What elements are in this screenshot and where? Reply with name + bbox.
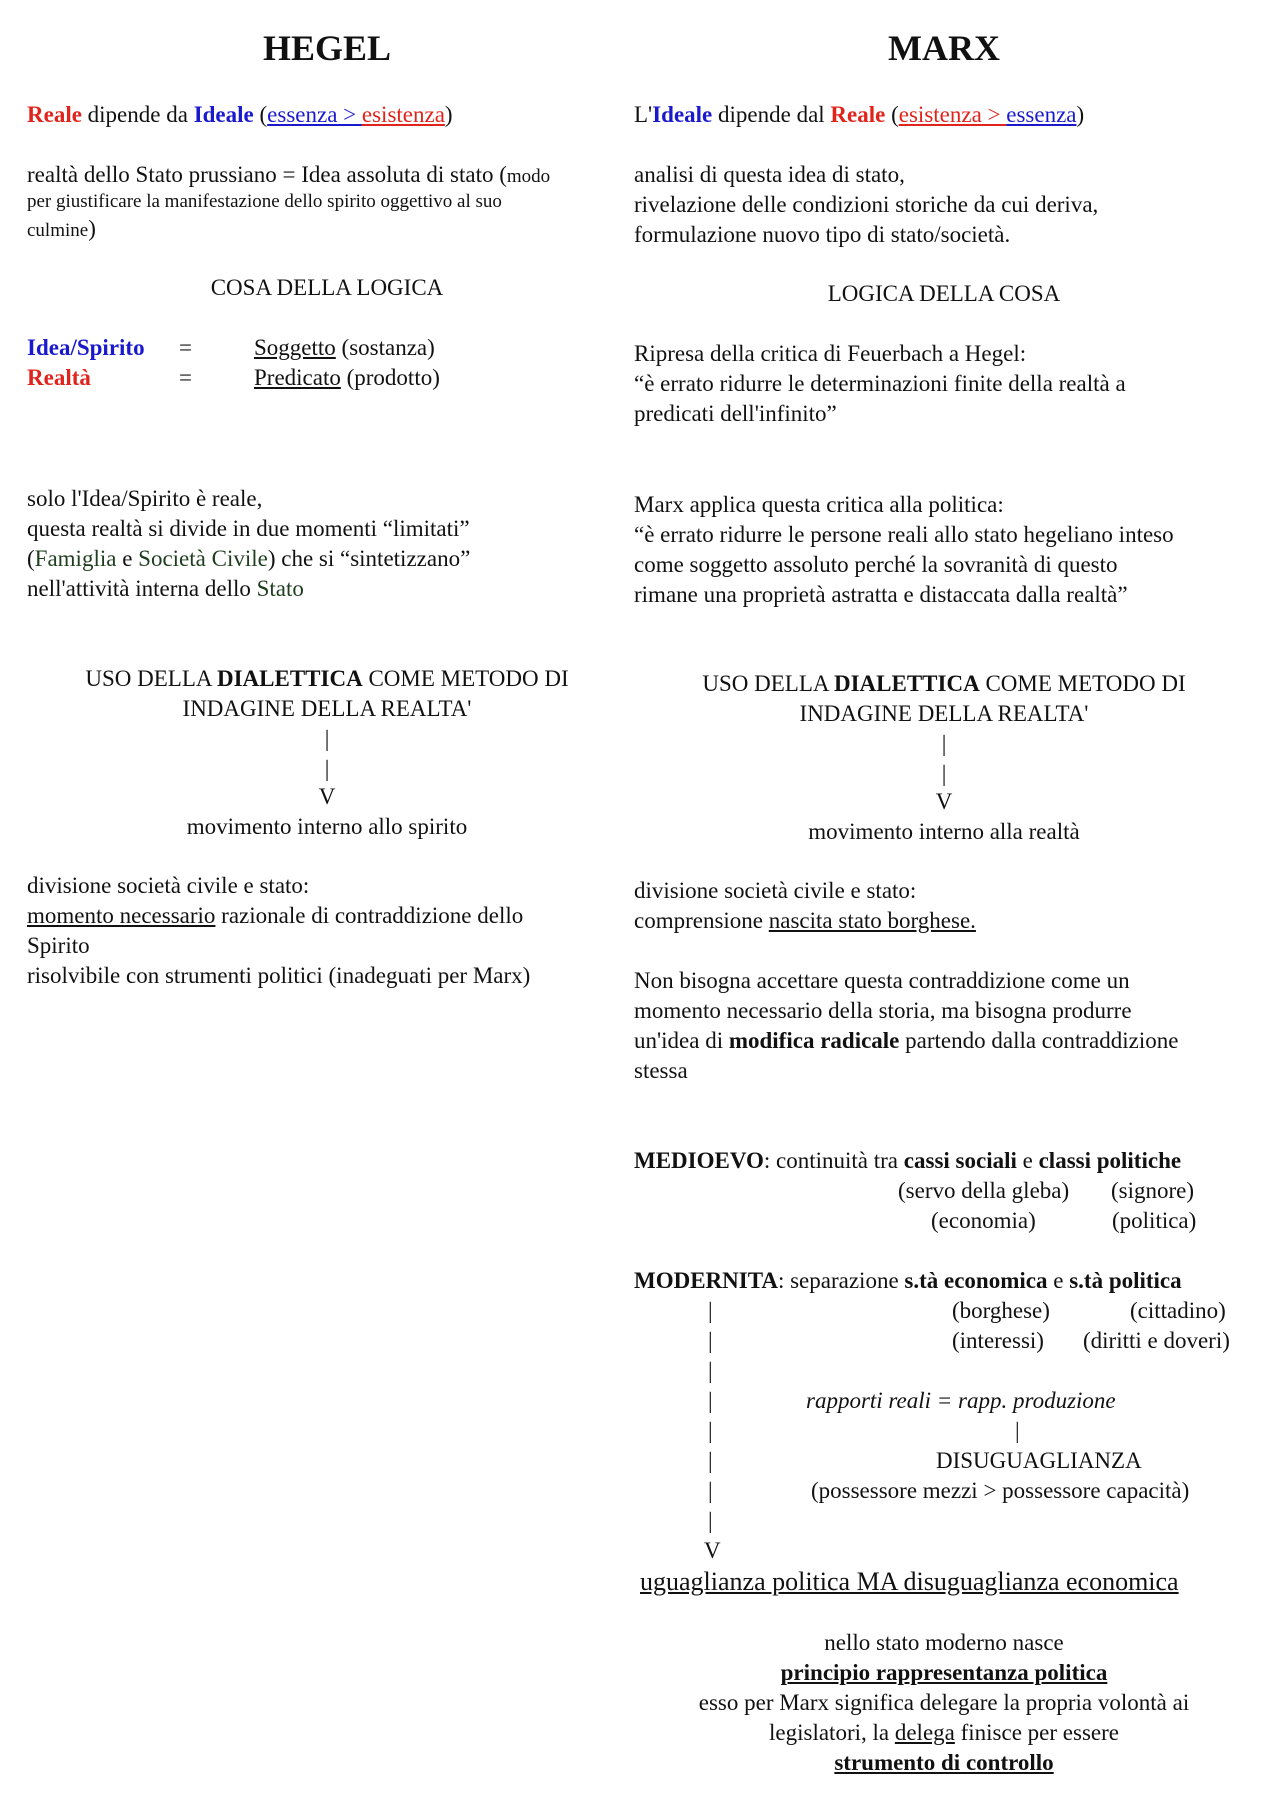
- marx-analisi-l1: analisi di questa idea di stato,: [634, 162, 905, 187]
- hegel-line-reale-ideale: Reale dipende da Ideale (essenza > esistenza): [27, 102, 453, 127]
- hegel-div-l4: risolvibile con strumenti politici (inadeguati per Marx): [27, 963, 531, 988]
- marx-feuerbach-l1: Ripresa della critica di Feuerbach a Hegel:: [634, 341, 1027, 366]
- hegel-stato-prussiano: realtà dello Stato prussiano = Idea assoluta di stato (modo: [27, 162, 551, 187]
- marx-arrow-pipe-1: |: [941, 731, 947, 756]
- marx-medioevo-servo: (servo della gleba): [898, 1178, 1070, 1203]
- hegel-cosa-della-logica: COSA DELLA LOGICA: [210, 275, 444, 300]
- hegel-div-l2: momento necessario razionale di contraddizione dello: [27, 903, 524, 928]
- marx-non-l3: un'idea di modifica radicale partendo dalla contraddizione: [634, 1028, 1179, 1053]
- marx-final-l4: legislatori, la delega finisce per essere: [769, 1720, 1119, 1745]
- hegel-arrow-head: V: [318, 784, 336, 809]
- marx-div-l2: comprensione nascita stato borghese.: [634, 908, 976, 933]
- marx-mod-pipe-7: |: [708, 1478, 713, 1503]
- hegel-uso-dialettica: USO DELLA DIALETTICA COME METODO DI INDAGINE DELLA REALTA': [85, 666, 569, 721]
- marx-uguaglianza: uguaglianza politica MA disuguaglianza economica: [640, 1567, 1179, 1596]
- hegel-p3-l4: nell'attività interna dello Stato: [27, 576, 304, 601]
- marx-final-l3: esso per Marx significa delegare la propria volontà ai: [698, 1690, 1190, 1715]
- marx-modernita-diritti: (diritti e doveri): [1083, 1328, 1230, 1353]
- marx-politica-l4: rimane una proprietà astratta e distaccata dalla realtà”: [634, 582, 1128, 607]
- marx-mod-pipe-6: |: [708, 1448, 713, 1473]
- marx-modernita: MODERNITA: separazione s.tà economica e s.tà politica: [634, 1268, 1182, 1293]
- hegel-stato-note-2: culmine): [27, 216, 96, 241]
- hegel-stato-note-1: per giustificare la manifestazione dello spirito oggettivo al suo: [27, 191, 502, 212]
- marx-rapporti-pipe: |: [1015, 1418, 1020, 1443]
- marx-medioevo-politica: (politica): [1112, 1208, 1197, 1233]
- hegel-p3-l2: questa realtà si divide in due momenti “limitati”: [27, 516, 470, 541]
- marx-non-l1: Non bisogna accettare questa contraddizione come un: [634, 968, 1130, 993]
- hegel-arrow-pipe-1: |: [324, 726, 330, 751]
- marx-feuerbach-l3: predicati dell'infinito”: [634, 401, 837, 426]
- marx-mod-pipe-5: |: [708, 1418, 713, 1443]
- marx-feuerbach-l2: “è errato ridurre le determinazioni finite della realtà a: [634, 371, 1126, 396]
- marx-analisi-l2: rivelazione delle condizioni storiche da cui deriva,: [634, 192, 1099, 217]
- marx-final-l5: strumento di controllo: [834, 1750, 1054, 1775]
- marx-modernita-interessi: (interessi): [952, 1328, 1044, 1353]
- marx-mod-pipe-8: |: [708, 1508, 713, 1533]
- marx-mod-pipe-4: |: [708, 1388, 713, 1413]
- marx-mod-pipe-3: |: [708, 1358, 713, 1383]
- marx-politica-l1: Marx applica questa critica alla politica:: [634, 492, 1004, 517]
- marx-final-l1: nello stato moderno nasce: [824, 1630, 1064, 1655]
- marx-analisi-l3: formulazione nuovo tipo di stato/società.: [634, 222, 1011, 247]
- marx-uso-dialettica: USO DELLA DIALETTICA COME METODO DI INDAGINE DELLA REALTA': [702, 671, 1186, 726]
- hegel-eq2-right: Predicato (prodotto): [254, 365, 440, 390]
- marx-modernita-borghese: (borghese): [952, 1298, 1050, 1323]
- hegel-div-l3: Spirito: [27, 933, 90, 958]
- marx-politica-l2: “è errato ridurre le persone reali allo stato hegeliano inteso: [634, 522, 1174, 547]
- marx-non-l4: stessa: [634, 1058, 688, 1083]
- marx-title: MARX: [888, 28, 1000, 68]
- hegel-div-l1: divisione società civile e stato:: [27, 873, 310, 898]
- marx-mod-pipe-1: |: [708, 1298, 713, 1323]
- marx-logica-della-cosa: LOGICA DELLA COSA: [827, 281, 1061, 306]
- hegel-arrow-pipe-2: |: [324, 756, 330, 781]
- marx-disuguaglianza: DISUGUAGLIANZA: [936, 1448, 1142, 1473]
- hegel-eq1-equals: =: [179, 335, 192, 360]
- marx-movimento: movimento interno alla realtà: [808, 819, 1080, 844]
- hegel-eq2-equals: =: [179, 365, 192, 390]
- marx-modernita-cittadino: (cittadino): [1130, 1298, 1226, 1323]
- marx-arrow-head: V: [935, 789, 953, 814]
- marx-medioevo: MEDIOEVO: continuità tra cassi sociali e classi politiche: [634, 1148, 1182, 1173]
- marx-div-l1: divisione società civile e stato:: [634, 878, 917, 903]
- marx-non-l2: momento necessario della storia, ma bisogna produrre: [634, 998, 1132, 1023]
- hegel-eq1-right: Soggetto (sostanza): [254, 335, 435, 360]
- marx-politica-l3: come soggetto assoluto perché la sovranità di questo: [634, 552, 1118, 577]
- marx-mod-arrow-head: V: [704, 1538, 721, 1563]
- hegel-eq2-left: Realtà: [27, 365, 91, 390]
- marx-medioevo-signore: (signore): [1111, 1178, 1195, 1203]
- marx-medioevo-economia: (economia): [931, 1208, 1036, 1233]
- marx-final-l2: principio rappresentanza politica: [780, 1660, 1108, 1685]
- hegel-p3-l3: (Famiglia e Società Civile) che si “sintetizzano”: [27, 546, 471, 571]
- marx-mod-pipe-2: |: [708, 1328, 713, 1353]
- marx-line-ideale-reale: L'Ideale dipende dal Reale (esistenza > essenza): [634, 102, 1085, 127]
- hegel-eq1-left: Idea/Spirito: [27, 335, 145, 360]
- marx-rapporti-reali: rapporti reali = rapp. produzione: [806, 1388, 1116, 1413]
- marx-possessore: (possessore mezzi > possessore capacità): [811, 1478, 1190, 1503]
- marx-arrow-pipe-2: |: [941, 761, 947, 786]
- hegel-title: HEGEL: [262, 28, 392, 68]
- hegel-movimento: movimento interno allo spirito: [186, 814, 468, 839]
- hegel-p3-l1: solo l'Idea/Spirito è reale,: [27, 486, 263, 511]
